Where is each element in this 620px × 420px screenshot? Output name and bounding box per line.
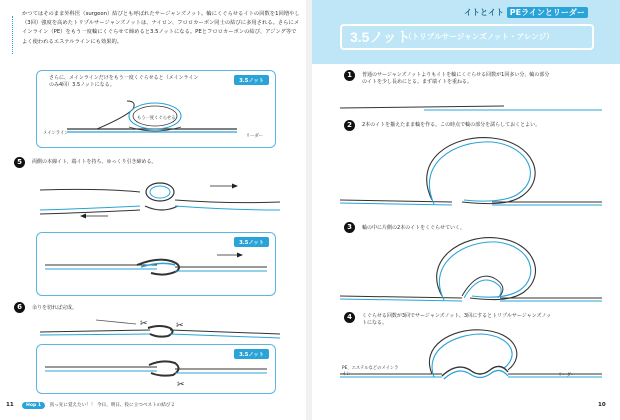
step-4-number: 4 xyxy=(344,312,355,323)
page-number-right: 10 xyxy=(598,402,606,408)
brand-highlight: PEラインとリーダー xyxy=(507,7,588,18)
step-2-number: 2 xyxy=(344,120,355,131)
knot-diagram-1 xyxy=(37,71,275,147)
dotted-marker xyxy=(12,16,13,54)
diagram-step-1 xyxy=(312,98,620,118)
page-subtitle: （トリプルサージャンズノット・アレンジ） xyxy=(404,32,554,41)
label-leader-right: リーダー xyxy=(558,373,576,378)
panel-3-5-knot-overview xyxy=(36,70,276,148)
step-3-number: 3 xyxy=(344,222,355,233)
brand-prefix: イトとイト xyxy=(464,8,504,17)
hop-badge: Hop 1 xyxy=(22,402,45,409)
step-6-text: 余りを切れば完成。 xyxy=(32,305,78,311)
label-mainline: メインライン xyxy=(43,131,69,136)
panel-note: さらに、メインラインだけをもう一度くぐらせると（メインラインのみ4回）3.5ノットになる。 xyxy=(49,75,199,88)
step-3-text: 輪の中に片側の2本のイトをくぐらせていく。 xyxy=(362,225,465,231)
knot-diagram-tight xyxy=(37,233,275,295)
step-1-number: 1 xyxy=(344,70,355,81)
step-4-text: くぐらせる回数が3回でサージャンズノット、3回にするとトリプルサージャンズノットになる。 xyxy=(362,313,552,327)
panel-tag: 3.5ノット xyxy=(234,75,269,85)
svg-text:✂: ✂ xyxy=(177,380,185,390)
step-6-number: 6 xyxy=(14,302,25,313)
page-title: 3.5ノット xyxy=(350,29,411,45)
diagram-step-3 xyxy=(312,230,620,310)
footer-text: 真っ先に覚えたい！！ 今日、明日、役に立つベストの結び２ xyxy=(49,403,176,408)
panel-3-5-knot-tightened xyxy=(36,232,276,296)
header-band xyxy=(312,0,620,64)
title-box xyxy=(340,24,594,50)
left-page xyxy=(0,0,306,420)
panel-tag: 3.5ノット xyxy=(234,237,269,247)
brand-header xyxy=(464,7,588,18)
knot-diagram-5 xyxy=(0,170,306,230)
right-page xyxy=(312,0,620,420)
page-number-left: 11 xyxy=(6,402,14,408)
panel-tag: 3.5ノット xyxy=(234,349,269,359)
svg-text:✂: ✂ xyxy=(140,319,148,329)
label-once-more: もう一度くぐらせる xyxy=(137,116,176,121)
intro-text: かつてはそのまま外科医（surgeon）結びとも呼ばれたサージャンズノット。輪にくぐらせるイトの回数を1回増やし（3回）強度を高めたトリプルサージャンズノットは、ナイロン、フロロカーボン同士の結びに多用される。さらにメインライン（PE）をもう一度輪にくぐらせて締めると3.5ノットになる。PEとフロロカーボンの結び、アジング等でよく使われるエステルラインにも効果的。 xyxy=(22,11,300,45)
footer-left xyxy=(22,402,175,408)
knot-diagram-finished xyxy=(37,345,275,393)
step-1-text: 普通のサージャンズノットよりもイトを輪にくぐらせる回数が1回多い分、輪の部分のイトを少し長めにとる。まず端イトを重ねる。 xyxy=(362,72,550,86)
svg-text:✂: ✂ xyxy=(176,321,184,331)
step-5-text: 両側の本線イト、端イトを持ち、ゆっくり引き締める。 xyxy=(32,159,157,165)
label-pe-mainline: PE、エステルなどのメインライン xyxy=(342,366,399,377)
step-5-number: 5 xyxy=(14,157,25,168)
panel-3-5-knot-finished xyxy=(36,344,276,394)
step-2-text: 2本のイトを揃えたまま輪を作る。この時点で輪の部分を濡らしておくとよい。 xyxy=(362,122,541,128)
diagram-step-2 xyxy=(312,130,620,210)
label-leader: リーダー xyxy=(245,134,263,139)
